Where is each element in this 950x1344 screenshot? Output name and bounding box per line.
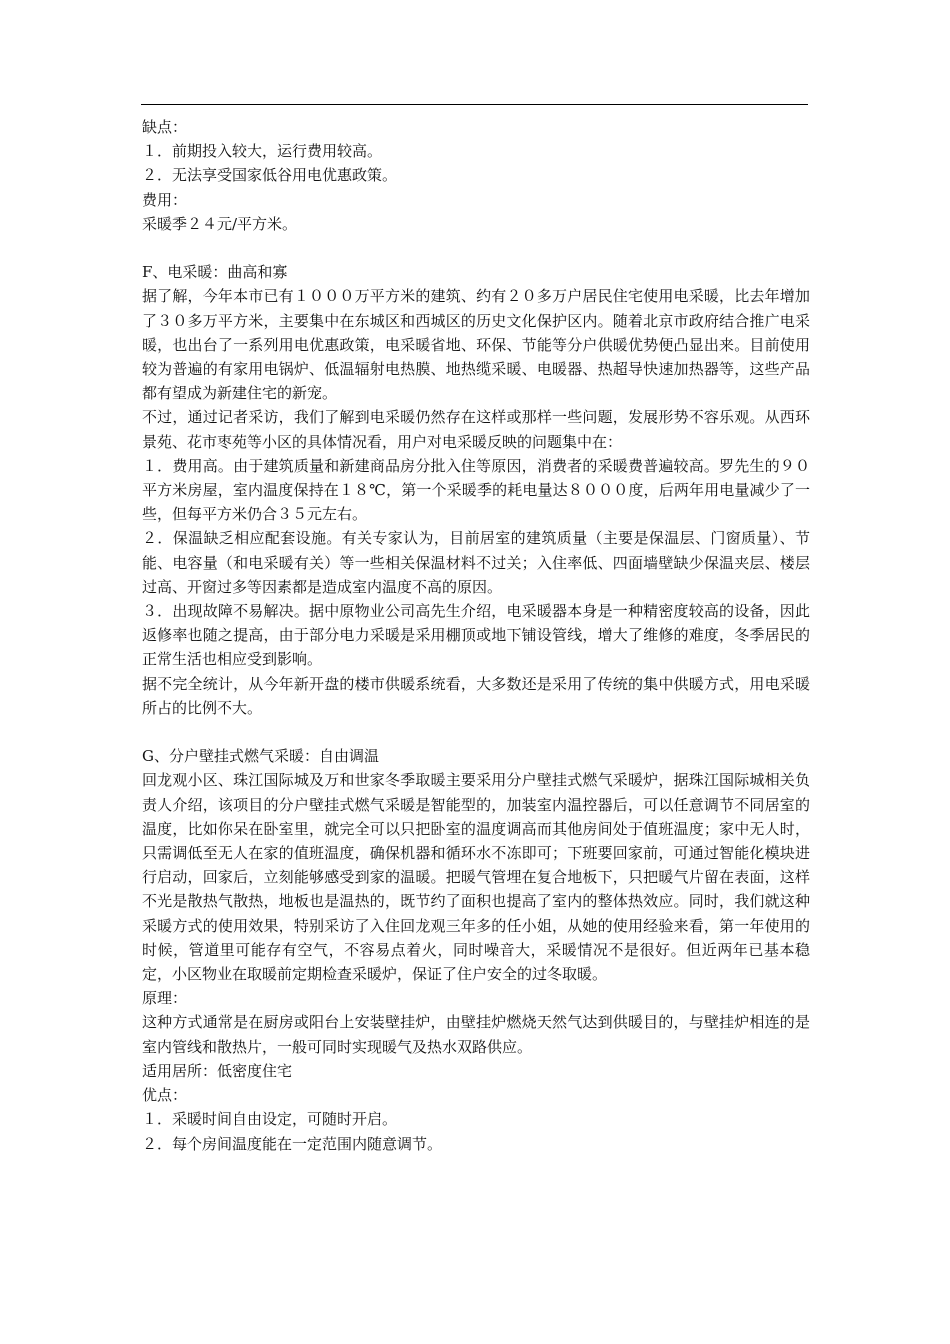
heading-advantages: 优点： bbox=[142, 1086, 188, 1105]
list-item: ２．每个房间温度能在一定范围内随意调节。 bbox=[142, 1134, 443, 1153]
heading-drawbacks: 缺点： bbox=[142, 118, 188, 136]
heading-principle: 原理： bbox=[142, 989, 188, 1008]
paragraph: １．费用高。由于建筑质量和新建商品房分批入住等原因，消费者的采暖费普遍较高。罗先生的９０平方米房屋，室内温度保持在１８℃，第一个采暖季的耗电量达８０００度，后两年用电量减少了一些，但每平方米仍合３５元左右。 bbox=[142, 456, 810, 524]
document-body bbox=[142, 115, 810, 1156]
header-rule bbox=[141, 104, 808, 105]
paragraph: 据了解，今年本市已有１０００万平方米的建筑、约有２０多万户居民住宅使用电采暖，比去年增加了３０多万平方米，主要集中在东城区和西城区的历史文化保护区内。随着北京市政府结合推广电采暖，也出台了一系列用电优惠政策，电采暖省地、环保、节能等分户供暖优势便凸显出来。目前使用较为普遍的有家用电锅炉、低温辐射电热膜、地热缆采暖、电暖器、热超导快速加热器等，这些产品都有望成为新建住宅的新宠。 bbox=[142, 287, 810, 403]
list-item: １．采暖时间自由设定，可随时开启。 bbox=[142, 1110, 398, 1129]
paragraph: 这种方式通常是在厨房或阳台上安装壁挂炉，由壁挂炉燃烧天然气达到供暖目的，与壁挂炉相连的是室内管线和散热片，一般可同时实现暖气及热水双路供应。 bbox=[142, 1013, 810, 1056]
cost-value: 采暖季２４元/平方米。 bbox=[142, 214, 298, 233]
heading-cost: 费用： bbox=[142, 190, 188, 209]
list-item: １．前期投入较大，运行费用较高。 bbox=[142, 142, 383, 161]
paragraph: ３．出现故障不易解决。据中原物业公司高先生介绍，电采暖器本身是一种精密度较高的设备，因此返修率也随之提高，由于部分电力采暖是采用棚顶或地下铺设管线，增大了维修的难度，冬季居民的正常生活也相应受到影响。 bbox=[142, 602, 810, 669]
section-heading-f: F、电采暖：曲高和寡 bbox=[142, 263, 288, 282]
section-heading-g: G、分户壁挂式燃气采暖：自由调温 bbox=[142, 747, 379, 766]
heading-suitable: 适用居所：低密度住宅 bbox=[142, 1061, 293, 1080]
paragraph: 据不完全统计，从今年新开盘的楼市供暖系统看，大多数还是采用了传统的集中供暖方式，用电采暖所占的比例不大。 bbox=[142, 674, 810, 717]
paragraph: 不过，通过记者采访，我们了解到电采暖仍然存在这样或那样一些问题，发展形势不容乐观。从西环景苑、花市枣苑等小区的具体情况看，用户对电采暖反映的问题集中在： bbox=[142, 408, 810, 451]
spacer bbox=[142, 236, 810, 260]
paragraph: 回龙观小区、珠江国际城及万和世家冬季取暖主要采用分户壁挂式燃气采暖炉，据珠江国际城相关负责人介绍，该项目的分户壁挂式燃气采暖是智能型的，加装室内温控器后，可以任意调节不同居室的温度，比如你呆在卧室里，就完全可以只把卧室的温度调高而其他房间处于值班温度；家中无人时，只需调低至无人在家的值班温度，确保机器和循环水不冻即可；下班要回家前，可通过智能化模块进行启动，回家后，立刻能够感受到家的温暖。把暖气管埋在复合地板下，只把暖气片留在表面，这样不光是散热气散热，地板也是温热的，既节约了面积也提高了室内的整体热效应。同时，我们就这种采暖方式的使用效果，特别采访了入住回龙观三年多的任小姐，从她的使用经验来看，第一年使用的时候，管道里可能存有空气，不容易点着火，同时噪音大，采暖情况不是很好。但近两年已基本稳定，小区物业在取暖前定期检查采暖炉，保证了住户安全的过冬取暖。 bbox=[142, 771, 810, 984]
paragraph: ２．保温缺乏相应配套设施。有关专家认为，目前居室的建筑质量（主要是保温层、门窗质量）、节能、电容量（和电采暖有关）等一些相关保温材料不过关；入住率低、四面墙壁缺少保温夹层、楼层过高、开窗过多等因素都是造成室内温度不高的原因。 bbox=[142, 529, 810, 596]
spacer bbox=[142, 720, 810, 744]
list-item: ２．无法享受国家低谷用电优惠政策。 bbox=[142, 166, 398, 185]
